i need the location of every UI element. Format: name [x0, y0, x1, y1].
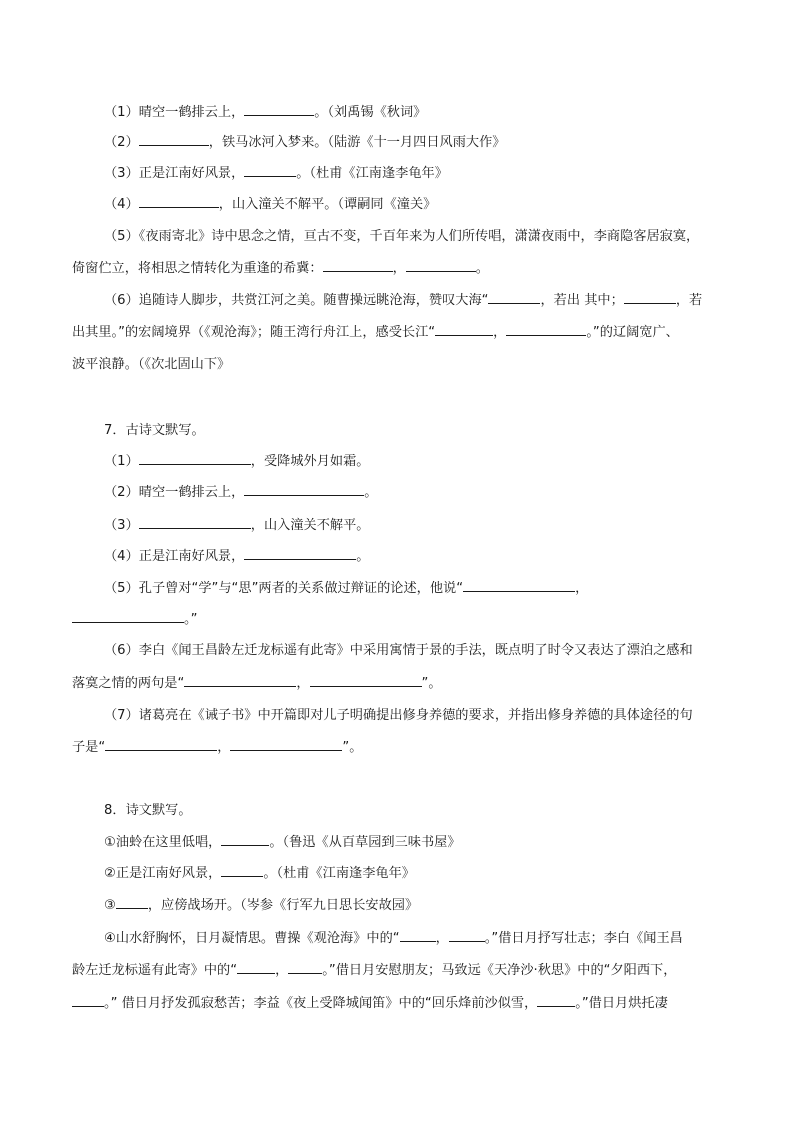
answer-blank[interactable] [323, 258, 393, 272]
answer-blank[interactable] [449, 928, 485, 942]
answer-blank[interactable] [139, 132, 209, 146]
poem-item-5-line-1: （5）《夜雨寄北》诗中思念之情，亘古不变，千百年来为人们所传唱，潇潇夜雨中，李商隐客居寂寞， [104, 229, 700, 244]
q7-item-6-line-1: （6）李白《闻王昌龄左迁龙标遥有此寄》中采用寓情于景的手法，既点明了时令又表达了漂泊之感和 [104, 643, 693, 658]
poem-item-6-line-1: （6）追随诗人脚步，共赏江河之美。随曹操远眺沧海，赞叹大海“ ，若出 其中； ，若 [104, 290, 732, 311]
answer-blank[interactable] [244, 546, 356, 560]
q7-item-7-line-2: 子是“ ， ”。 [72, 737, 732, 758]
answer-blank[interactable] [244, 482, 364, 496]
answer-blank[interactable] [139, 515, 251, 529]
answer-blank[interactable] [288, 960, 322, 974]
answer-blank[interactable] [537, 993, 575, 1007]
answer-blank[interactable] [406, 258, 476, 272]
answer-blank[interactable] [237, 960, 275, 974]
answer-blank[interactable] [184, 673, 296, 687]
answer-blank[interactable] [624, 290, 676, 304]
q8-item-1: ①油蛉在这里低唱， 。（鲁迅《从百草园到三味书屋》 [104, 832, 732, 853]
question-8-title: 8．诗文默写。 [104, 803, 192, 818]
q8-item-4-line-3: 。” 借日月抒发孤寂愁苦；李益《夜上受降城闻笛》中的“回乐烽前沙似雪， 。”借日月烘托凄 [72, 993, 732, 1014]
poem-item-5-line-2: 倚窗伫立，将相思之情转化为重逢的希冀： ， 。 [72, 258, 732, 279]
answer-blank[interactable] [488, 290, 540, 304]
q8-item-4-line-2: 龄左迁龙标遥有此寄》中的“ ， 。”借日月安慰朋友；马致远《天净沙·秋思》中的“夕阳西下， [72, 960, 732, 981]
poem-item-6-line-3: 波平浪静。（《次北固山下》 [72, 357, 231, 372]
poem-item-6-line-2: 出其里。”的宏阔境界（《观沧海》；随王湾行舟江上，感受长江“ ， 。”的辽阔宽广、 [72, 322, 732, 343]
answer-blank[interactable] [72, 609, 184, 623]
q8-item-4-line-1: ④山水舒胸怀，日月凝情思。曹操《观沧海》中的“ ， 。”借日月抒写壮志；李白《闻王昌 [104, 928, 732, 949]
answer-blank[interactable] [105, 737, 217, 751]
q7-item-2: （2）晴空一鹤排云上， 。 [104, 482, 732, 503]
q7-item-1: （1） ，受降城外月如霜。 [104, 451, 732, 472]
answer-blank[interactable] [139, 451, 251, 465]
q7-item-3: （3） ，山入潼关不解平。 [104, 515, 732, 536]
answer-blank[interactable] [139, 194, 219, 208]
answer-blank[interactable] [72, 993, 104, 1007]
poem-item-4: （4） ，山入潼关不解平。（谭嗣同《潼关》 [104, 194, 732, 215]
q7-item-7-line-1: （7）诸葛亮在《诫子书》中开篇即对儿子明确提出修身养德的要求，并指出修身养德的具体途径的句 [104, 708, 693, 723]
answer-blank[interactable] [221, 863, 263, 877]
answer-blank[interactable] [435, 322, 493, 336]
q7-item-5-line-2: 。” [72, 609, 732, 630]
answer-blank[interactable] [244, 163, 296, 177]
answer-blank[interactable] [116, 895, 148, 909]
q7-item-5-line-1: （5）孔子曾对“学”与“思”两者的关系做过辩证的论述，他说“ ， [104, 578, 732, 599]
q8-item-3: ③ ，应傍战场开。（岑参《行军九日思长安故园》 [104, 895, 732, 916]
answer-blank[interactable] [244, 102, 314, 116]
q7-item-4: （4）正是江南好风景， 。 [104, 546, 732, 567]
answer-blank[interactable] [506, 322, 586, 336]
poem-item-3: （3）正是江南好风景， 。（杜甫《江南逢李龟年》 [104, 163, 732, 184]
question-7-title: 7．古诗文默写。 [104, 423, 205, 438]
poem-item-2: （2） ，铁马冰河入梦来。（陆游《十一月四日风雨大作》 [104, 132, 732, 153]
answer-blank[interactable] [230, 737, 342, 751]
q7-item-6-line-2: 落寞之情的两句是“ ， ”。 [72, 673, 732, 694]
answer-blank[interactable] [310, 673, 422, 687]
q8-item-2: ②正是江南好风景， 。（杜甫《江南逢李龟年》 [104, 863, 732, 884]
answer-blank[interactable] [463, 578, 575, 592]
answer-blank[interactable] [400, 928, 436, 942]
poem-item-1: （1）晴空一鹤排云上， 。（刘禹锡《秋词》 [104, 102, 732, 123]
answer-blank[interactable] [221, 832, 269, 846]
